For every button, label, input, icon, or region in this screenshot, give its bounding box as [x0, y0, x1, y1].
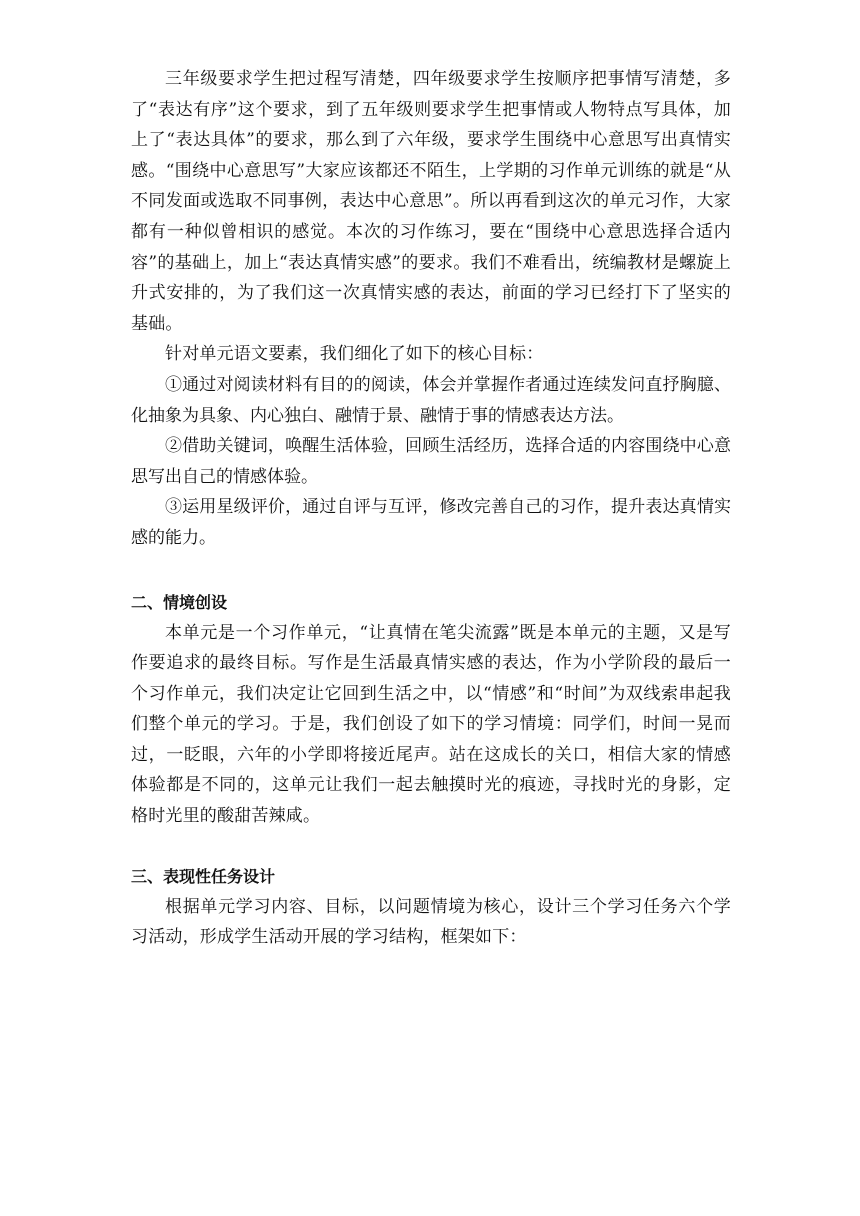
goal-item-3: ③运用星级评价，通过自评与互评，修改完善自己的习作，提升表达真情实感的能力。: [131, 497, 731, 548]
document-page: [131, 64, 731, 953]
section-spacer: [131, 554, 731, 588]
section-spacer: [131, 832, 731, 862]
goal-item-2: ②借助关键词，唤醒生活体验，回顾生活经历，选择合适的内容围绕中心意思写出自己的情感体验。: [131, 436, 731, 487]
situation-paragraph: 本单元是一个习作单元，“让真情在笔尖流露”既是本单元的主题，又是写作要追求的最终目标。写作是生活最真情实感的表达，作为小学阶段的最后一个习作单元，我们决定让它回到生活之中，以“情感”和“时间”为双线索串起我们整个单元的学习。于是，我们创设了如下的学习情境：同学们，时间一晃而过，一眨眼，六年的小学即将接近尾声。站在这成长的关口，相信大家的情感体验都是不同的，这单元让我们一起去触摸时光的痕迹，寻找时光的身影，定格时光里的酸甜苦辣咸。: [131, 622, 731, 827]
section-heading-tasks: 三、表现性任务设计: [131, 866, 276, 886]
tasks-paragraph: 根据单元学习内容、目标，以问题情境为核心，设计三个学习任务六个学习活动，形成学生活动开展的学习结构，框架如下：: [131, 896, 731, 948]
section-heading-situation: 二、情境创设: [131, 592, 228, 612]
goal-item-1: ①通过对阅读材料有目的的阅读，体会并掌握作者通过连续发问直抒胸臆、化抽象为具象、内心独白、融情于景、融情于事的情感表达方法。: [131, 374, 731, 426]
intro-paragraph: 三年级要求学生把过程写清楚，四年级要求学生按顺序把事情写清楚，多了“表达有序”这个要求，到了五年级则要求学生把事情或人物特点写具体，加上了“表达具体”的要求，那么到了六年级，要求学生围绕中心意思写出真情实感。“围绕中心意思写”大家应该都还不陌生，上学期的习作单元训练的就是“从不同发面或选取不同事例，表达中心意思”。所以再看到这次的单元习作，大家都有一种似曾相识的感觉。本次的习作练习，要在“围绕中心意思选择合适内容”的基础上，加上“表达真情实感”的要求。我们不难看出，统编教材是螺旋上升式安排的，为了我们这一次真情实感的表达，前面的学习已经打下了坚实的基础。: [131, 69, 731, 334]
goals-intro-paragraph: 针对单元语文要素，我们细化了如下的核心目标：: [165, 344, 544, 365]
